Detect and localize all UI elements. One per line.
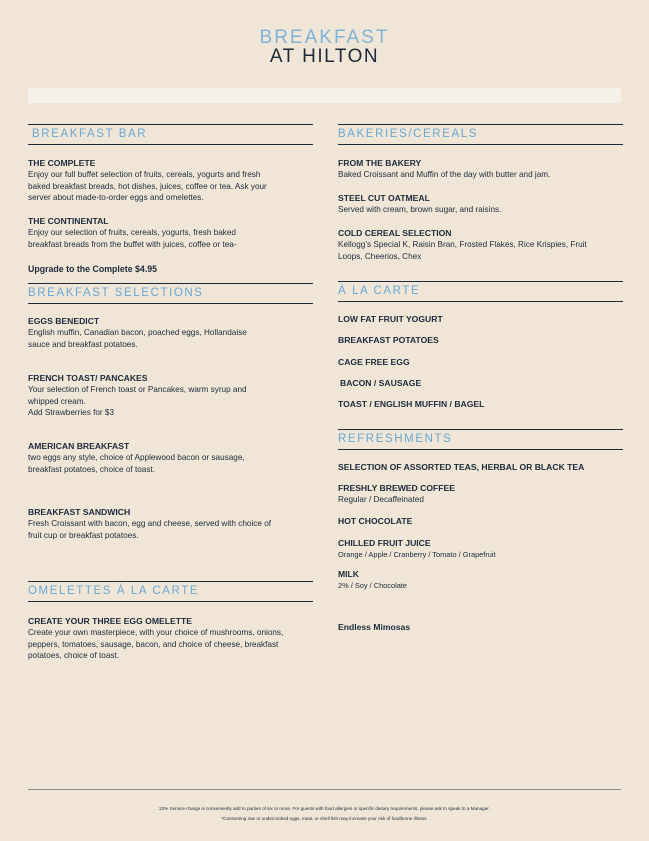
item-title: FROM THE BAKERY xyxy=(338,158,422,168)
carte-item: TOAST / ENGLISH MUFFIN / BAGEL xyxy=(338,399,485,409)
section-title: BREAKFAST SELECTIONS xyxy=(28,287,204,299)
menu-title: BREAKFAST xyxy=(259,27,390,48)
menu-item-eggs-benedict xyxy=(28,316,312,350)
item-desc: Regular / Decaffeinated xyxy=(338,495,424,504)
menu-item-complete xyxy=(28,158,312,204)
section-title: OMELETTES À LA CARTE xyxy=(28,585,200,597)
item-title: THE COMPLETE xyxy=(28,158,96,168)
item-desc: Orange / Apple / Cranberry / Tomato / Grapefruit xyxy=(338,550,496,559)
menu-item-american-breakfast xyxy=(28,441,312,475)
item-desc: Your selection of French toast or Pancakes, warm syrup and whipped cream. xyxy=(28,385,247,406)
item-title: COLD CEREAL SELECTION xyxy=(338,228,452,238)
refreshment-mimosas: Endless Mimosas xyxy=(338,622,411,632)
refreshment-milk xyxy=(338,569,622,592)
footer-service-note: 22% Service charge is conveniently add to parties of six or more. For guests with food allergies or specific dietary requirements, please ask to speak to a Manager. xyxy=(159,806,490,811)
section-breakfast-selections xyxy=(28,283,313,304)
menu-item-breakfast-sandwich xyxy=(28,507,312,541)
carte-item: BACON / SAUSAGE xyxy=(340,378,422,388)
section-title: BAKERIES/CEREALS xyxy=(338,128,479,140)
item-desc: two eggs any style, choice of Applewood bacon or sausage, breakfast potatoes, choice of toast. xyxy=(28,453,245,474)
menu-item-bakery xyxy=(338,158,622,181)
item-title: THE CONTINENTAL xyxy=(28,216,109,226)
item-title: CHILLED FRUIT JUICE xyxy=(338,538,431,548)
item-desc: Enjoy our selection of fruits, cereals, yogurts, fresh baked breakfast breads from the buffet with juices, coffee or tea- xyxy=(28,228,237,249)
item-title: STEEL CUT OATMEAL xyxy=(338,193,430,203)
item-desc: Baked Croissant and Muffin of the day with butter and jam. xyxy=(338,170,551,179)
section-a-la-carte xyxy=(338,281,623,302)
footer-divider xyxy=(28,789,621,790)
item-title: CREATE YOUR THREE EGG OMELETTE xyxy=(28,616,192,626)
item-title: EGGS BENEDICT xyxy=(28,316,100,326)
upgrade-note: Upgrade to the Complete $4.95 xyxy=(28,264,158,274)
item-desc: Create your own masterpiece, with your choice of mushrooms, onions, peppers, tomatoes, sausage, bacon, and choice of cheese, breakfast potatoes, choice of toast. xyxy=(28,628,284,660)
item-desc: Fresh Croissant with bacon, egg and cheese, served with choice of fruit cup or breakfast potatoes. xyxy=(28,519,272,540)
menu-subtitle: AT HILTON xyxy=(269,46,380,67)
section-breakfast-bar xyxy=(28,124,313,145)
item-title: AMERICAN BREAKFAST xyxy=(28,441,130,451)
section-bakeries xyxy=(338,124,623,145)
menu-item-french-toast xyxy=(28,373,312,419)
header-band xyxy=(28,88,621,103)
item-title: FRESHLY BREWED COFFEE xyxy=(338,483,455,493)
section-title: À LA CARTE xyxy=(338,285,421,297)
item-title: FRENCH TOAST/ PANCAKES xyxy=(28,373,148,383)
section-title: REFRESHMENTS xyxy=(338,433,453,445)
carte-item: LOW FAT FRUIT YOGURT xyxy=(338,314,443,324)
item-desc: Served with cream, brown sugar, and raisins. xyxy=(338,205,502,214)
menu-item-cereal xyxy=(338,228,622,262)
refreshment-coffee xyxy=(338,483,622,506)
section-refreshments xyxy=(338,429,623,450)
item-title: BREAKFAST SANDWICH xyxy=(28,507,131,517)
item-desc: Kellogg’s Special K, Raisin Bran, Frosted Flakes, Rice Krispies, Fruit Loops, Cheerios, Chex xyxy=(338,240,587,261)
section-title: BREAKFAST BAR xyxy=(32,128,148,140)
menu-item-omelette xyxy=(28,616,312,662)
carte-item: CAGE FREE EGG xyxy=(338,357,410,367)
menu-item-oatmeal xyxy=(338,193,622,216)
item-desc: Enjoy our full buffet selection of fruits, cereals, yogurts and fresh baked breakfast breads, hot dishes, juices, coffee or tea. Ask your server about made-to-order eggs and omelettes. xyxy=(28,170,267,202)
item-desc: 2% / Soy / Chocolate xyxy=(338,581,408,590)
item-title: MILK xyxy=(338,569,360,579)
refreshment-chocolate: HOT CHOCOLATE xyxy=(338,516,413,526)
carte-item: BREAKFAST POTATOES xyxy=(338,335,439,345)
section-omelettes xyxy=(28,581,313,602)
refreshment-teas: SELECTION OF ASSORTED TEAS, HERBAL OR BLACK TEA xyxy=(338,462,585,472)
menu-item-continental xyxy=(28,216,312,250)
refreshment-juice xyxy=(338,538,622,561)
item-addon: Add Strawberries for $3 xyxy=(28,408,115,417)
item-desc: English muffin, Canadian bacon, poached eggs, Hollandaise sauce and breakfast potatoes. xyxy=(28,328,247,349)
footer-health-note: *Consuming raw or undercooked eggs, meat, or shell fish may increase your risk of foodborne illness. xyxy=(221,816,428,821)
